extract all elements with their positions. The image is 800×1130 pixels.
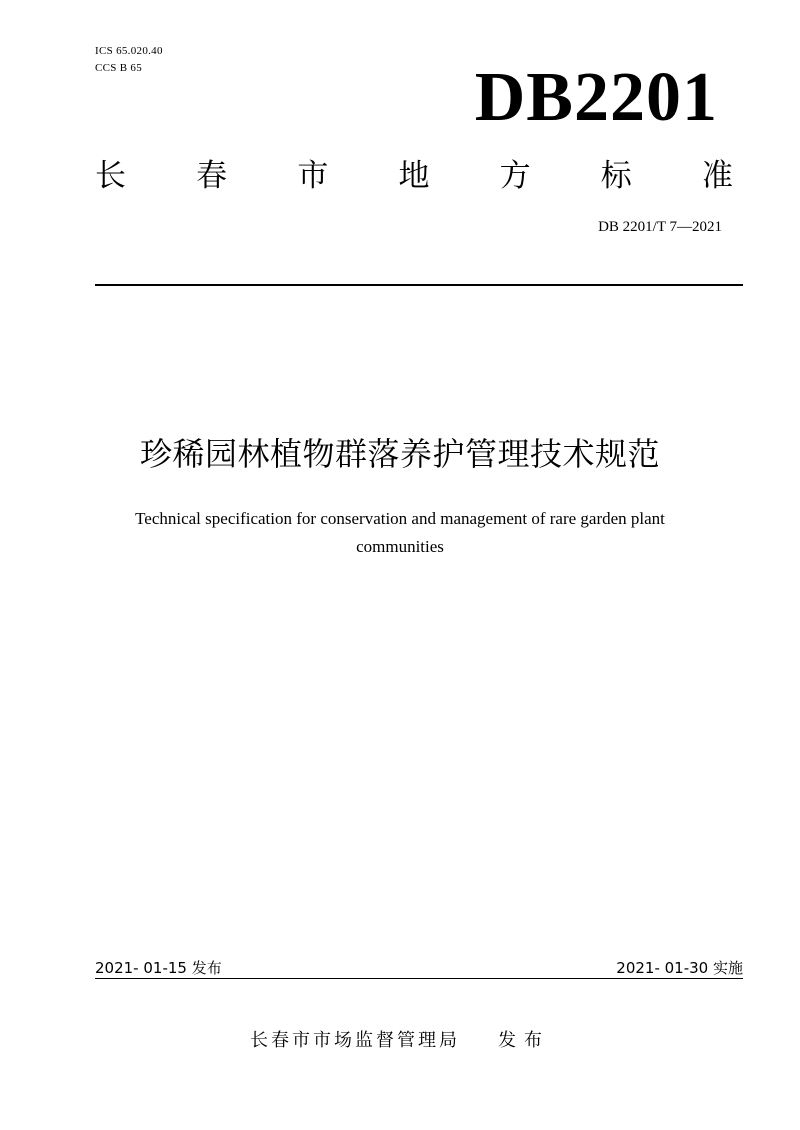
- chinese-title: 珍稀园林植物群落养护管理技术规范: [139, 435, 660, 473]
- standard-number: DB 2201/T 7—2021: [598, 219, 722, 235]
- standard-type-char: 方: [499, 158, 531, 194]
- standard-type-char: 春: [196, 158, 228, 194]
- english-title: [60, 505, 740, 561]
- english-title-line: Technical specification for conservation and management of rare garden plant: [135, 509, 665, 528]
- bottom-divider: [95, 978, 743, 979]
- publisher-action: 发布: [498, 1030, 550, 1051]
- classification-codes: [95, 43, 163, 77]
- standard-type-char: 市: [297, 158, 329, 194]
- standard-type-char: 标: [600, 158, 632, 194]
- top-divider: [95, 284, 743, 286]
- standard-type-char: 地: [398, 158, 430, 194]
- ccs-code: CCS B 65: [95, 62, 143, 74]
- standard-type-heading: [95, 156, 733, 196]
- issue-date: 2021- 01-15 发布: [95, 959, 222, 977]
- publisher-line: [0, 1027, 800, 1055]
- implementation-date: 2021- 01-30 实施: [616, 959, 743, 977]
- english-title-line: communities: [356, 537, 444, 556]
- db-code-mark: DB2201: [474, 59, 718, 136]
- ics-code: ICS 65.020.40: [95, 45, 163, 57]
- standard-type-char: 准: [701, 158, 733, 194]
- publisher-organization: 长春市市场监督管理局: [250, 1030, 460, 1051]
- standard-type-char: 长: [95, 158, 126, 194]
